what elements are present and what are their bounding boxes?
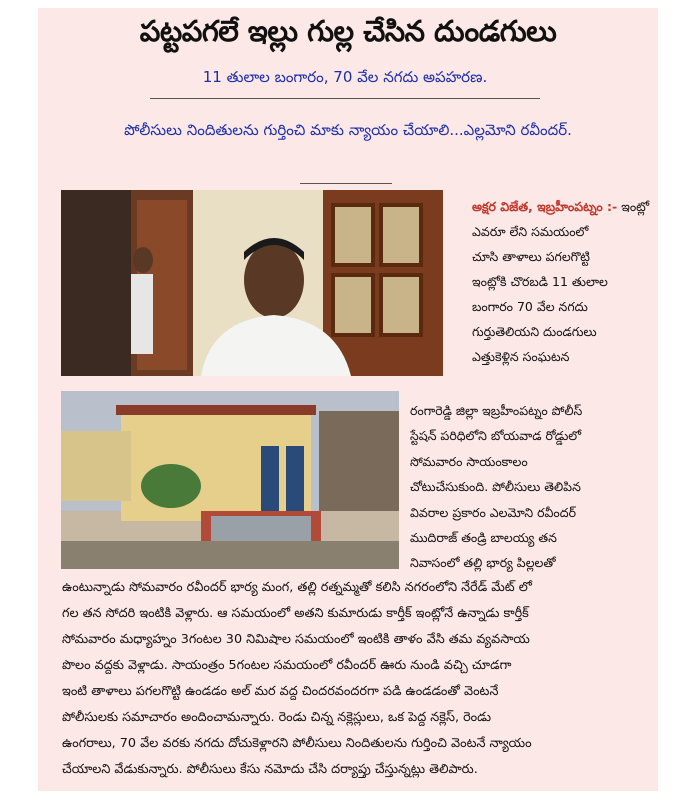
body-line: ఉంటున్నాడు సోమవారం రవీందర్ భార్య మంగ, తల్లి రత్నమ్మతో కలిసి నగరంలోని నేరేడ్ మేట్ లో	[62, 580, 532, 595]
subheadline-underline	[300, 147, 392, 184]
column-line: ఎత్తుకెళ్లిన సంఘటన	[472, 349, 570, 364]
mid-line: స్టేషన్ పరిధిలోని బోయవాడ రోడ్డులో	[410, 428, 582, 444]
column-line: గుర్తుతెలియని దుండగులు	[472, 324, 597, 339]
mid-line: సోమవారం సాయంకాలం	[410, 453, 528, 469]
body-line: ఉంగరాలు, 70 వేల వరకు నగదు దోచుకెళ్లారని పోలీసులు నిందితులను గుర్తించి వెంటనే న్యాయం	[62, 736, 532, 751]
article-column	[472, 194, 658, 369]
mid-line: చోటుచేసుకుంది. పోలీసులు తెలిపిన	[410, 479, 581, 495]
column-line: ఎవరూ లేని సమయంలో	[472, 224, 589, 239]
house-entrance-photo	[61, 190, 443, 376]
mid-line: ముదిరాజ్ తండ్రి బాలయ్య తన	[410, 530, 557, 546]
mid-line: రంగారెడ్డి జిల్లా ఇబ్రహీంపట్నం పోలీస్	[410, 403, 583, 418]
column-line: బంగారం 70 వేల నగదు	[472, 299, 588, 314]
house-exterior-photo	[61, 391, 399, 569]
column-line: చూసి తాళాలు పగలగొట్టి	[472, 249, 590, 264]
column-line: ఇంట్లో	[621, 199, 650, 214]
body-line: సోమవారం మధ్యాహ్నం 3గంటల 30 నిమిషాల సమయంలో ఇంటికి తాళం వేసి తమ వ్యవసాయ	[62, 632, 530, 647]
subheadline-theft: 11 తులాల బంగారం, 70 వేల నగదు అపహరణ.	[150, 68, 540, 99]
column-line: ఇంట్లోకి చొరబడి 11 తులాల	[472, 274, 608, 289]
body-line: చేయాలని వేడుకున్నారు. పోలీసులు కేసు నమోదు చేసి దర్యాప్తు చేస్తున్నట్లు తెలిపారు.	[62, 762, 478, 777]
mid-line: నివాసంలో తల్లి భార్య పిల్లలతో	[410, 555, 556, 571]
article-mid-column	[410, 398, 660, 576]
headline: పట్టపగలే ఇల్లు గుల్ల చేసిన దుండగులు	[139, 14, 557, 48]
body-line: పోలీసులకు సమాచారం అందించామన్నారు. రెండు చిన్న నక్లెస్లులు, ఒక పెద్ద నక్లెస్, రెండు	[62, 710, 492, 725]
article-body	[62, 575, 658, 783]
body-line: గల తన సోదరి ఇంటికి వెళ్లారు. ఆ సమయంలో అతని కుమారుడు కార్తీక్ ఇంట్లోనే ఉన్నాడు కార్తీక్	[62, 606, 529, 621]
byline: అక్షర విజేత, ఇబ్రహీంపట్నం :-	[472, 199, 618, 214]
body-line: ఇంటి తాళాలు పగలగొట్టి ఉండడం అల్ మర వద్ద చిందరవందరగా పడి ఉండడంతో వెంటనే	[62, 684, 499, 699]
mid-line: వివరాల ప్రకారం ఎలమోని రవీందర్	[410, 504, 576, 520]
subheadline-quote: పోలీసులు నిందితులను గుర్తించి మాకు న్యాయం చేయాలి...ఎల్లమోని రవీందర్.	[124, 121, 572, 139]
body-line: పొలం వద్దకు వెళ్లాడు. సాయంత్రం 5గంటల సమయంలో రవీందర్ ఊరు నుండి వచ్చి చూడగా	[62, 658, 512, 673]
